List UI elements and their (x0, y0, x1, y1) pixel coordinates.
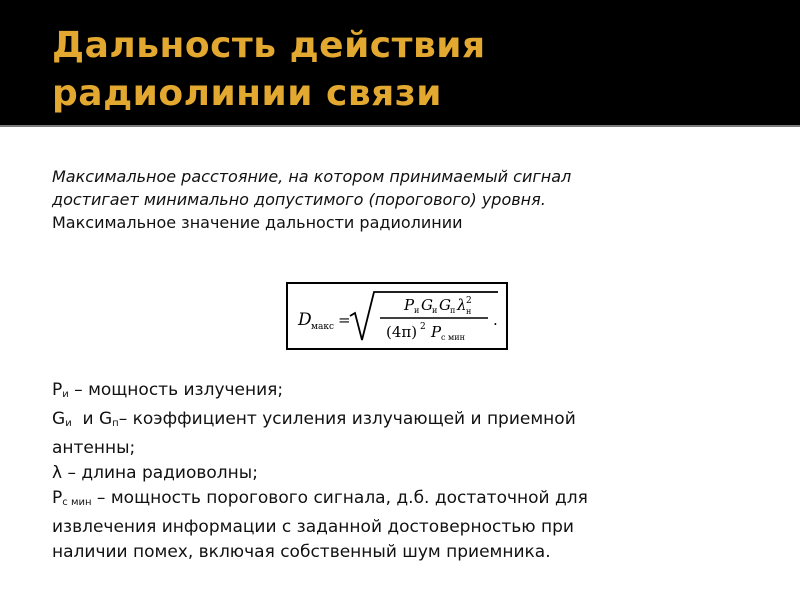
num-lambda-sup: 2 (466, 296, 472, 306)
legend-symbol-g1: G (52, 409, 66, 429)
legend-text-gain: – коэффициент усиления излучающей и приемной (118, 409, 576, 429)
den-sup: 2 (420, 322, 426, 332)
legend-text-threshold-cont2: наличии помех, включая собственный шум приемника. (52, 542, 551, 562)
legend-text-threshold-cont1: извлечения информации с заданной достоверностью при (52, 517, 574, 537)
definition-text (52, 165, 742, 234)
legend-symbol-g1-sub: и (65, 418, 72, 429)
legend-item-power (52, 378, 752, 407)
formula-lhs: D (298, 310, 312, 330)
legend-symbol-g2-sub: п (112, 418, 119, 429)
legend-item-threshold (52, 486, 752, 515)
den-4pi: (4π) (386, 323, 418, 341)
legend-text-power: – мощность излучения; (68, 380, 284, 400)
slide-title-line2: радиолинии связи (52, 73, 442, 114)
range-formula (286, 282, 508, 350)
legend-gain-and: и (71, 409, 99, 429)
den-p-sub: с мин (441, 333, 465, 342)
formula-dot: . (493, 311, 498, 329)
legend-symbol-p: P (52, 380, 63, 400)
definition-line-3: Максимальное значение дальности радиолинии (52, 213, 463, 232)
num-lambda-sub: н (466, 307, 472, 316)
definition-line-2: достигает минимально допустимого (порогового) уровня. (52, 190, 546, 209)
symbol-legend (52, 378, 752, 565)
formula-graphic (288, 284, 506, 348)
legend-item-gain (52, 407, 752, 436)
den-p: P (431, 323, 442, 341)
slide-title-line1: Дальность действия (52, 25, 486, 66)
definition-line-1: Максимальное расстояние, на котором принимаемый сигнал (52, 167, 572, 186)
legend-symbol-pc: P (52, 488, 63, 508)
title-bar (0, 0, 800, 125)
legend-text-gain-cont: антенны; (52, 438, 136, 458)
slide-title (52, 22, 752, 118)
num-g1: G (421, 296, 433, 314)
legend-item-wavelength: λ – длина радиоволны; (52, 463, 258, 483)
legend-symbol-p-sub: и (62, 389, 69, 400)
num-g2: G (439, 296, 451, 314)
formula-lhs-sub: макс (311, 322, 335, 332)
num-g2-sub: п (450, 306, 456, 315)
num-p-sub: и (414, 306, 420, 315)
num-g1-sub: и (432, 306, 438, 315)
num-lambda: λ (457, 296, 467, 314)
legend-symbol-g2: G (98, 409, 113, 429)
title-divider (0, 125, 800, 127)
formula-equals: = (338, 311, 351, 329)
legend-text-threshold: – мощность порогового сигнала, д.б. достаточной для (91, 488, 588, 508)
legend-symbol-pc-sub: с мин (62, 497, 92, 508)
num-p: P (404, 296, 415, 314)
